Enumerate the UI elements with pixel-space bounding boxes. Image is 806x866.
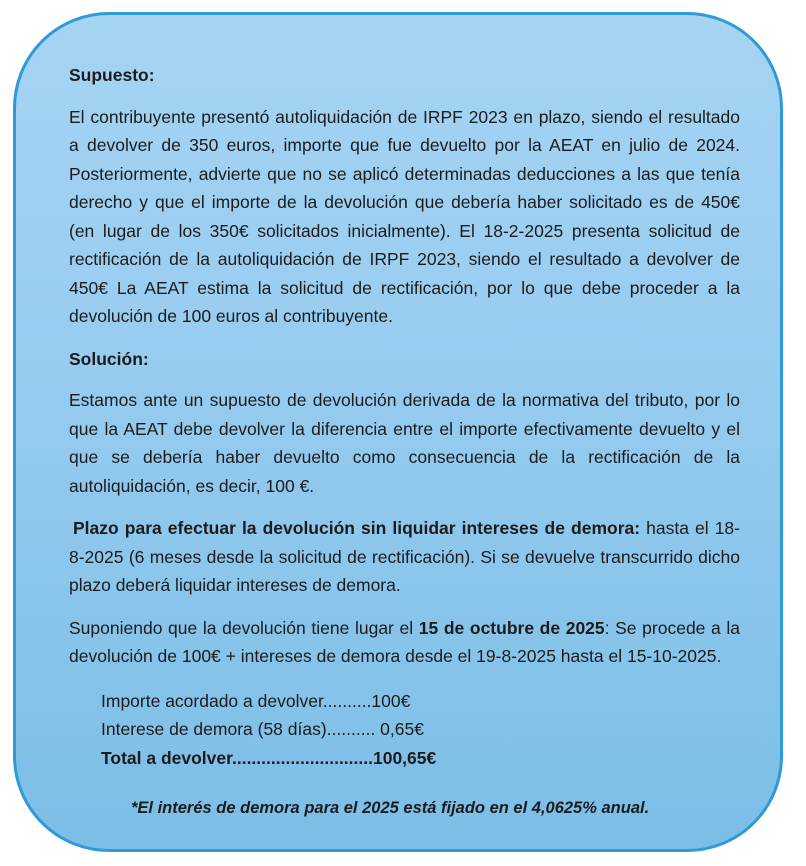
case-card: [13, 12, 783, 852]
suponiendo-bold-date: 15 de octubre de 2025: [418, 617, 605, 638]
plazo-paragraph: [69, 514, 740, 600]
interest-rate-footnote: *El interés de demora para el 2025 está fijado en el 4,0625% anual.: [131, 799, 650, 817]
summary-importe-acordado: Importe acordado a devolver..........100€: [101, 690, 411, 711]
solucion-paragraph: Estamos ante un supuesto de devolución derivada de la normativa del tributo, por lo que la AEAT debe devolver la diferencia entre el importe efectivamente devuelto y el que se debería haber devuelto como consecuencia de la rectificación de la autoliquidación, es decir, 100 €.: [69, 390, 740, 496]
supuesto-paragraph: El contribuyente presentó autoliquidación de IRPF 2023 en plazo, siendo el resultado a devolver de 350 euros, importe que fue devuelto por la AEAT en julio de 2024. Posteriormente, advierte que no se aplicó determinadas deducciones a las que tenía derecho y que el importe de la devolución que debería haber solicitado es de 450€ (en lugar de los 350€ solicitados inicialmente). El 18-2-2025 presenta solicitud de rectificación de la autoliquidación de IRPF 2023, siendo el resultado a devolver de 450€ La AEAT estima la solicitud de rectificación, por lo que debe proceder a la devolución de 100 euros al contribuyente.: [69, 106, 740, 326]
summary-intereses-demora: Interese de demora (58 días).......... 0,65€: [101, 719, 424, 739]
plazo-rest: hasta el 18-8-2025 (6 meses desde la solicitud de rectificación). Si se devuelve transcurrido dicho plazo deberá liquidar intereses de demora.: [69, 518, 740, 595]
solucion-heading: Solución:: [69, 348, 149, 369]
supuesto-heading: Supuesto:: [69, 65, 155, 85]
amount-summary: [101, 687, 740, 773]
suponiendo-paragraph: [69, 614, 740, 671]
suponiendo-lead: Suponiendo que la devolución tiene lugar el: [69, 617, 419, 638]
suponiendo-rest: : Se procede a la devolución de 100€ + intereses de demora desde el 19-8-2025 hasta el 15-10-2025.: [69, 617, 740, 666]
summary-total-devolver: Total a devolver.............................100,65€: [101, 747, 437, 768]
plazo-bold-lead: Plazo para efectuar la devolución sin liquidar intereses de demora:: [73, 518, 641, 538]
case-content: [16, 15, 780, 823]
